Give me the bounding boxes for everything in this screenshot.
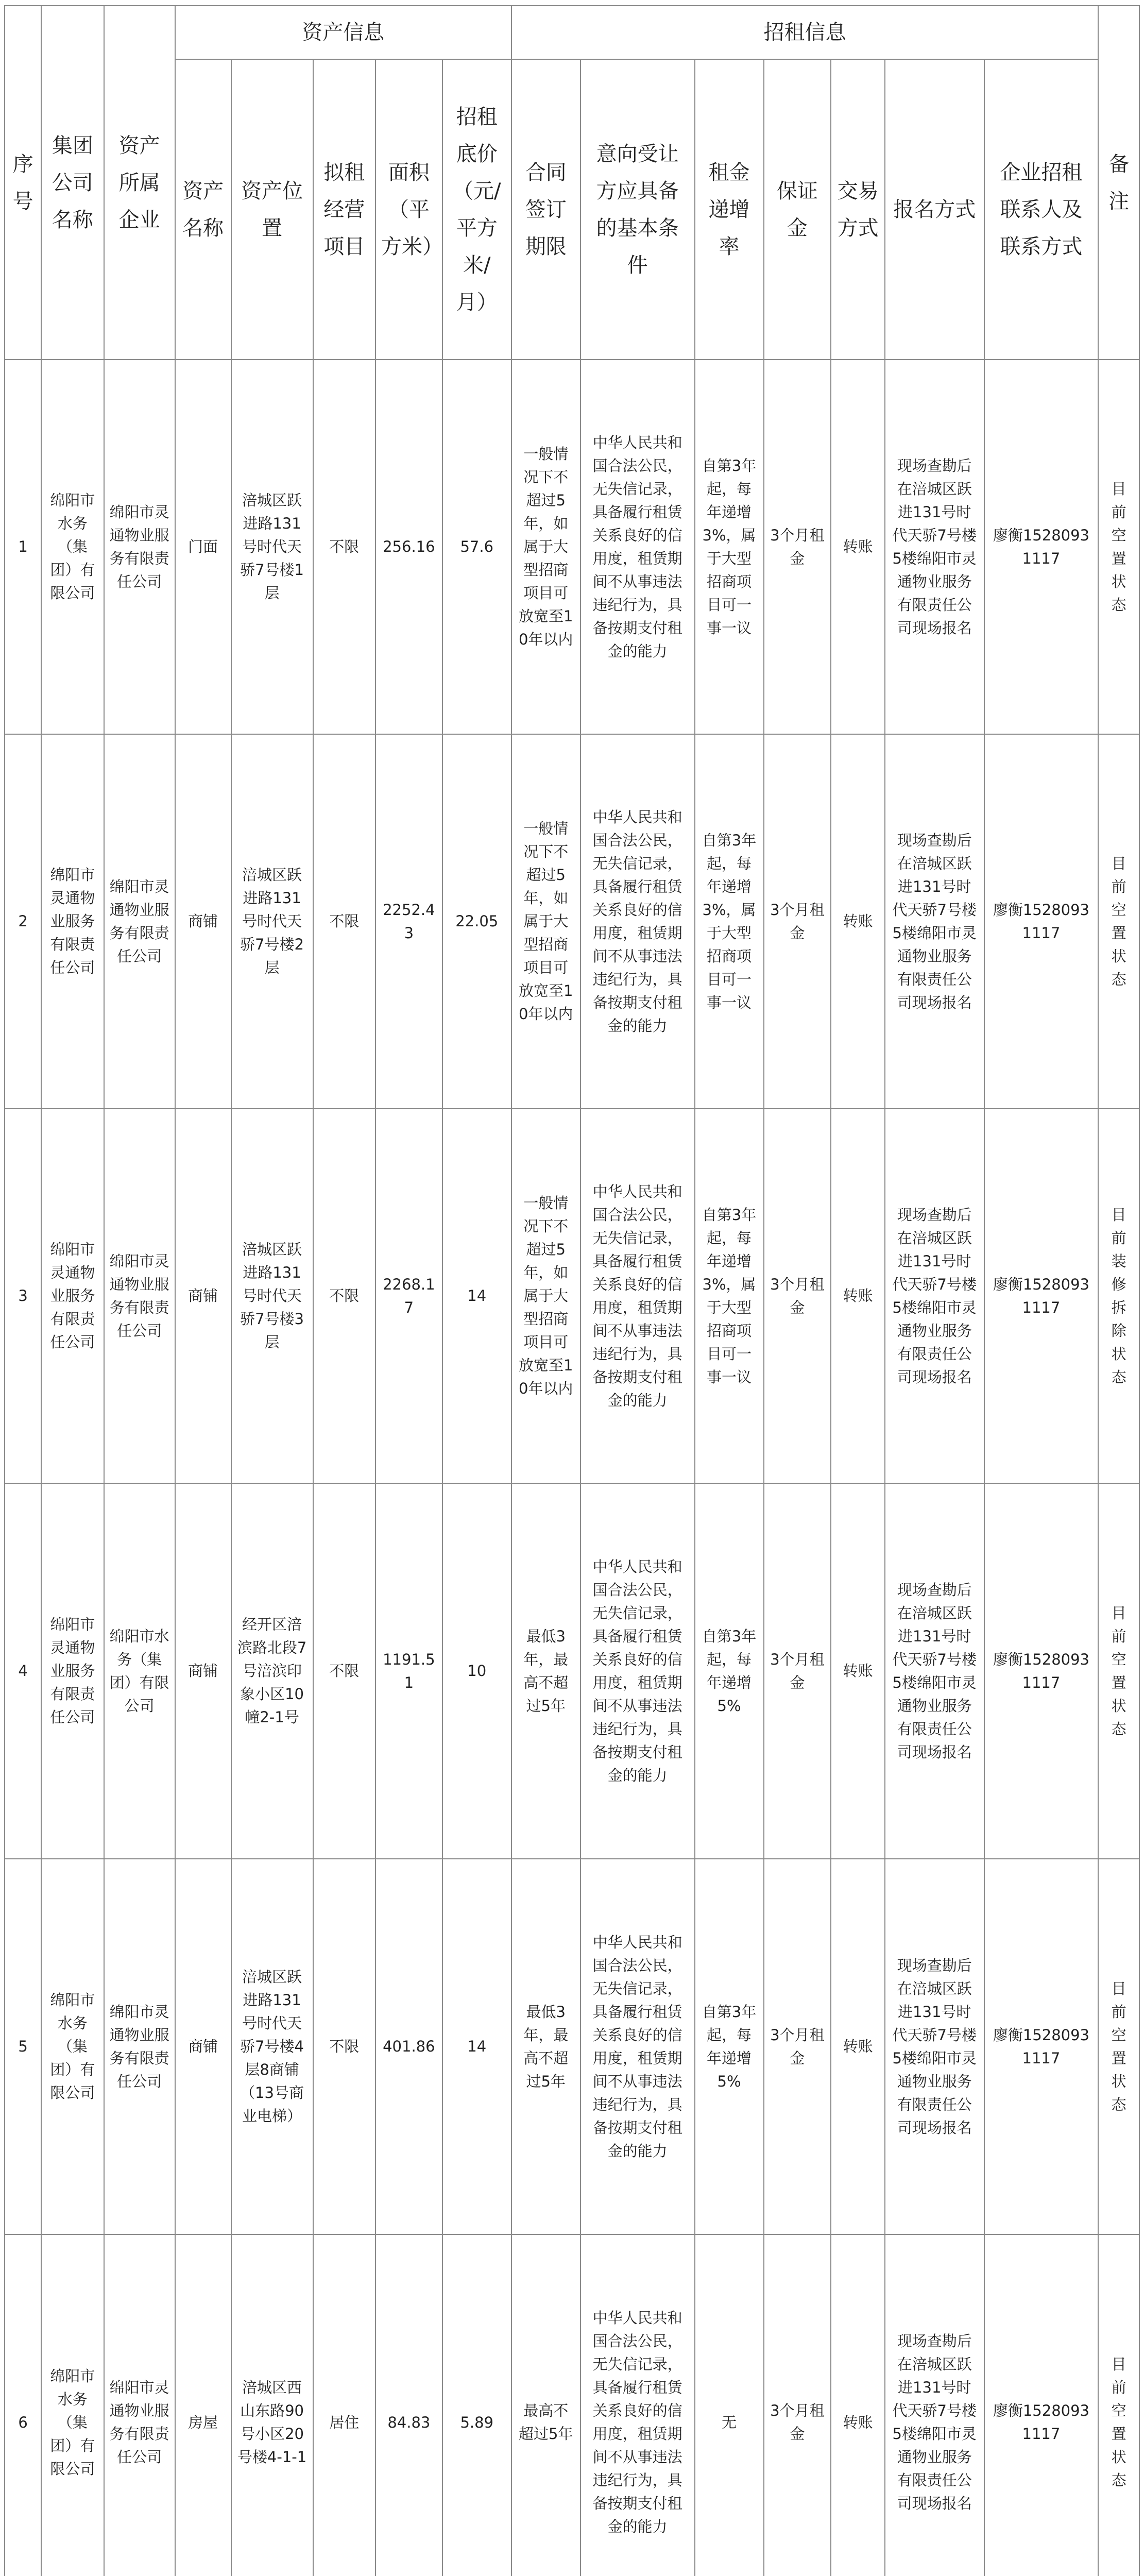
cell-deposit: 3个月租金 (764, 1483, 831, 1859)
cell-transaction-method: 转账 (831, 734, 885, 1109)
cell-owner-company: 绵阳市灵通物业服务有限责任公司 (104, 360, 175, 734)
table-row (5, 1483, 1139, 1859)
cell-remark: 目前装修拆除状态 (1098, 1109, 1139, 1483)
cell-remark: 目前空置状态 (1098, 2234, 1139, 2576)
cell-rent-increase: 自第3年起，每年递增3%，属于大型招商项目可一事一议 (695, 360, 764, 734)
header-group-company: 集团公司名称 (41, 6, 104, 360)
cell-contact: 廖衡15280931117 (984, 1859, 1099, 2234)
table-row (5, 1109, 1139, 1483)
cell-registration: 现场查勘后在涪城区跃进131号时代天骄7号楼5楼绵阳市灵通物业服务有限责任公司现场报名 (885, 1859, 984, 2234)
header-bidder-conditions: 意向受让方应具备的基本条件 (580, 59, 695, 360)
cell-base-price: 10 (442, 1483, 511, 1859)
table-row (5, 734, 1139, 1109)
cell-group-company: 绵阳市水务（集团）有限公司 (41, 360, 104, 734)
cell-contact: 廖衡15280931117 (984, 1109, 1099, 1483)
cell-seq: 1 (5, 360, 41, 734)
cell-remark: 目前空置状态 (1098, 360, 1139, 734)
header-asset-name: 资产名称 (175, 59, 231, 360)
cell-lease-term: 一般情况下不超过5年，如属于大型招商项目可放宽至10年以内 (511, 734, 580, 1109)
cell-transaction-method: 转账 (831, 1859, 885, 2234)
cell-owner-company: 绵阳市灵通物业服务有限责任公司 (104, 734, 175, 1109)
header-base-price: 招租底价（元/平方米/月） (442, 59, 511, 360)
cell-area: 2252.43 (375, 734, 442, 1109)
cell-transaction-method: 转账 (831, 1109, 885, 1483)
header-contact: 企业招租联系人及联系方式 (984, 59, 1099, 360)
cell-base-price: 57.6 (442, 360, 511, 734)
header-owner-company: 资产所属企业 (104, 6, 175, 360)
cell-base-price: 14 (442, 1109, 511, 1483)
cell-deposit: 3个月租金 (764, 360, 831, 734)
cell-bidder-conditions: 中华人民共和国合法公民，无失信记录，具备履行租赁关系良好的信用度，租赁期间不从事违法违纪行为，具备按期支付租金的能力 (580, 1109, 695, 1483)
cell-deposit: 3个月租金 (764, 1109, 831, 1483)
cell-asset-name: 房屋 (175, 2234, 231, 2576)
cell-seq: 3 (5, 1109, 41, 1483)
cell-contact: 廖衡15280931117 (984, 2234, 1099, 2576)
cell-group-company: 绵阳市水务（集团）有限公司 (41, 2234, 104, 2576)
table-row (5, 360, 1139, 734)
cell-planned-use: 不限 (313, 360, 375, 734)
cell-asset-name: 商铺 (175, 1483, 231, 1859)
cell-registration: 现场查勘后在涪城区跃进131号时代天骄7号楼5楼绵阳市灵通物业服务有限责任公司现场报名 (885, 734, 984, 1109)
cell-planned-use: 居住 (313, 2234, 375, 2576)
cell-asset-location: 涪城区跃进路131号时代天骄7号楼2层 (231, 734, 313, 1109)
cell-planned-use: 不限 (313, 734, 375, 1109)
header-deposit: 保证金 (764, 59, 831, 360)
cell-bidder-conditions: 中华人民共和国合法公民，无失信记录，具备履行租赁关系良好的信用度，租赁期间不从事违法违纪行为，具备按期支付租金的能力 (580, 1859, 695, 2234)
cell-base-price: 14 (442, 1859, 511, 2234)
cell-group-company: 绵阳市灵通物业服务有限责任公司 (41, 1483, 104, 1859)
header-rent-info: 招租信息 (511, 6, 1099, 59)
cell-bidder-conditions: 中华人民共和国合法公民，无失信记录，具备履行租赁关系良好的信用度，租赁期间不从事违法违纪行为，具备按期支付租金的能力 (580, 1483, 695, 1859)
cell-group-company: 绵阳市灵通物业服务有限责任公司 (41, 1109, 104, 1483)
cell-bidder-conditions: 中华人民共和国合法公民，无失信记录，具备履行租赁关系良好的信用度，租赁期间不从事违法违纪行为，具备按期支付租金的能力 (580, 360, 695, 734)
cell-bidder-conditions: 中华人民共和国合法公民，无失信记录，具备履行租赁关系良好的信用度，租赁期间不从事违法违纪行为，具备按期支付租金的能力 (580, 734, 695, 1109)
header-registration: 报名方式 (885, 59, 984, 360)
cell-asset-name: 商铺 (175, 1859, 231, 2234)
cell-asset-location: 涪城区西山东路90号小区20号楼4-1-1 (231, 2234, 313, 2576)
cell-area: 84.83 (375, 2234, 442, 2576)
cell-owner-company: 绵阳市灵通物业服务有限责任公司 (104, 1109, 175, 1483)
cell-owner-company: 绵阳市水务（集团）有限公司 (104, 1483, 175, 1859)
cell-lease-term: 最高不超过5年 (511, 2234, 580, 2576)
cell-registration: 现场查勘后在涪城区跃进131号时代天骄7号楼5楼绵阳市灵通物业服务有限责任公司现场报名 (885, 2234, 984, 2576)
cell-asset-location: 经开区涪滨路北段7号涪滨印象小区10幢2-1号 (231, 1483, 313, 1859)
header-rent-increase: 租金递增率 (695, 59, 764, 360)
cell-registration: 现场查勘后在涪城区跃进131号时代天骄7号楼5楼绵阳市灵通物业服务有限责任公司现场报名 (885, 1109, 984, 1483)
header-lease-term: 合同签订期限 (511, 59, 580, 360)
cell-rent-increase: 自第3年起，每年递增3%，属于大型招商项目可一事一议 (695, 1109, 764, 1483)
cell-base-price: 22.05 (442, 734, 511, 1109)
cell-group-company: 绵阳市灵通物业服务有限责任公司 (41, 734, 104, 1109)
cell-seq: 5 (5, 1859, 41, 2234)
cell-area: 401.86 (375, 1859, 442, 2234)
cell-asset-name: 商铺 (175, 734, 231, 1109)
cell-lease-term: 一般情况下不超过5年，如属于大型招商项目可放宽至10年以内 (511, 1109, 580, 1483)
header-seq: 序号 (5, 6, 41, 360)
cell-remark: 目前空置状态 (1098, 1483, 1139, 1859)
cell-rent-increase: 自第3年起，每年递增5% (695, 1483, 764, 1859)
cell-registration: 现场查勘后在涪城区跃进131号时代天骄7号楼5楼绵阳市灵通物业服务有限责任公司现场报名 (885, 360, 984, 734)
cell-lease-term: 最低3年，最高不超过5年 (511, 1483, 580, 1859)
cell-transaction-method: 转账 (831, 1483, 885, 1859)
cell-deposit: 3个月租金 (764, 734, 831, 1109)
cell-area: 1191.51 (375, 1483, 442, 1859)
cell-transaction-method: 转账 (831, 360, 885, 734)
cell-seq: 6 (5, 2234, 41, 2576)
cell-deposit: 3个月租金 (764, 1859, 831, 2234)
header-remark: 备注 (1098, 6, 1139, 360)
cell-contact: 廖衡15280931117 (984, 734, 1099, 1109)
table-row (5, 2234, 1139, 2576)
cell-rent-increase: 无 (695, 2234, 764, 2576)
cell-contact: 廖衡15280931117 (984, 1483, 1099, 1859)
cell-seq: 4 (5, 1483, 41, 1859)
cell-asset-location: 涪城区跃进路131号时代天骄7号楼4层8商铺（13号商业电梯） (231, 1859, 313, 2234)
header-transaction-method: 交易方式 (831, 59, 885, 360)
cell-asset-name: 门面 (175, 360, 231, 734)
cell-planned-use: 不限 (313, 1859, 375, 2234)
cell-transaction-method: 转账 (831, 2234, 885, 2576)
cell-lease-term: 一般情况下不超过5年，如属于大型招商项目可放宽至10年以内 (511, 360, 580, 734)
rental-listing-table (4, 5, 1140, 2576)
cell-owner-company: 绵阳市灵通物业服务有限责任公司 (104, 1859, 175, 2234)
cell-rent-increase: 自第3年起，每年递增5% (695, 1859, 764, 2234)
cell-registration: 现场查勘后在涪城区跃进131号时代天骄7号楼5楼绵阳市灵通物业服务有限责任公司现场报名 (885, 1483, 984, 1859)
table-row (5, 1859, 1139, 2234)
cell-asset-name: 商铺 (175, 1109, 231, 1483)
cell-asset-location: 涪城区跃进路131号时代天骄7号楼1层 (231, 360, 313, 734)
cell-area: 256.16 (375, 360, 442, 734)
cell-lease-term: 最低3年，最高不超过5年 (511, 1859, 580, 2234)
cell-planned-use: 不限 (313, 1109, 375, 1483)
cell-rent-increase: 自第3年起，每年递增3%，属于大型招商项目可一事一议 (695, 734, 764, 1109)
cell-deposit: 3个月租金 (764, 2234, 831, 2576)
header-asset-location: 资产位置 (231, 59, 313, 360)
cell-remark: 目前空置状态 (1098, 1859, 1139, 2234)
header-planned-use: 拟租经营项目 (313, 59, 375, 360)
cell-asset-location: 涪城区跃进路131号时代天骄7号楼3层 (231, 1109, 313, 1483)
header-area: 面积（平方米） (375, 59, 442, 360)
cell-planned-use: 不限 (313, 1483, 375, 1859)
cell-group-company: 绵阳市水务（集团）有限公司 (41, 1859, 104, 2234)
cell-base-price: 5.89 (442, 2234, 511, 2576)
cell-area: 2268.17 (375, 1109, 442, 1483)
cell-contact: 廖衡15280931117 (984, 360, 1099, 734)
cell-seq: 2 (5, 734, 41, 1109)
cell-owner-company: 绵阳市灵通物业服务有限责任公司 (104, 2234, 175, 2576)
header-asset-info: 资产信息 (175, 6, 511, 59)
cell-remark: 目前空置状态 (1098, 734, 1139, 1109)
cell-bidder-conditions: 中华人民共和国合法公民，无失信记录，具备履行租赁关系良好的信用度，租赁期间不从事违法违纪行为，具备按期支付租金的能力 (580, 2234, 695, 2576)
